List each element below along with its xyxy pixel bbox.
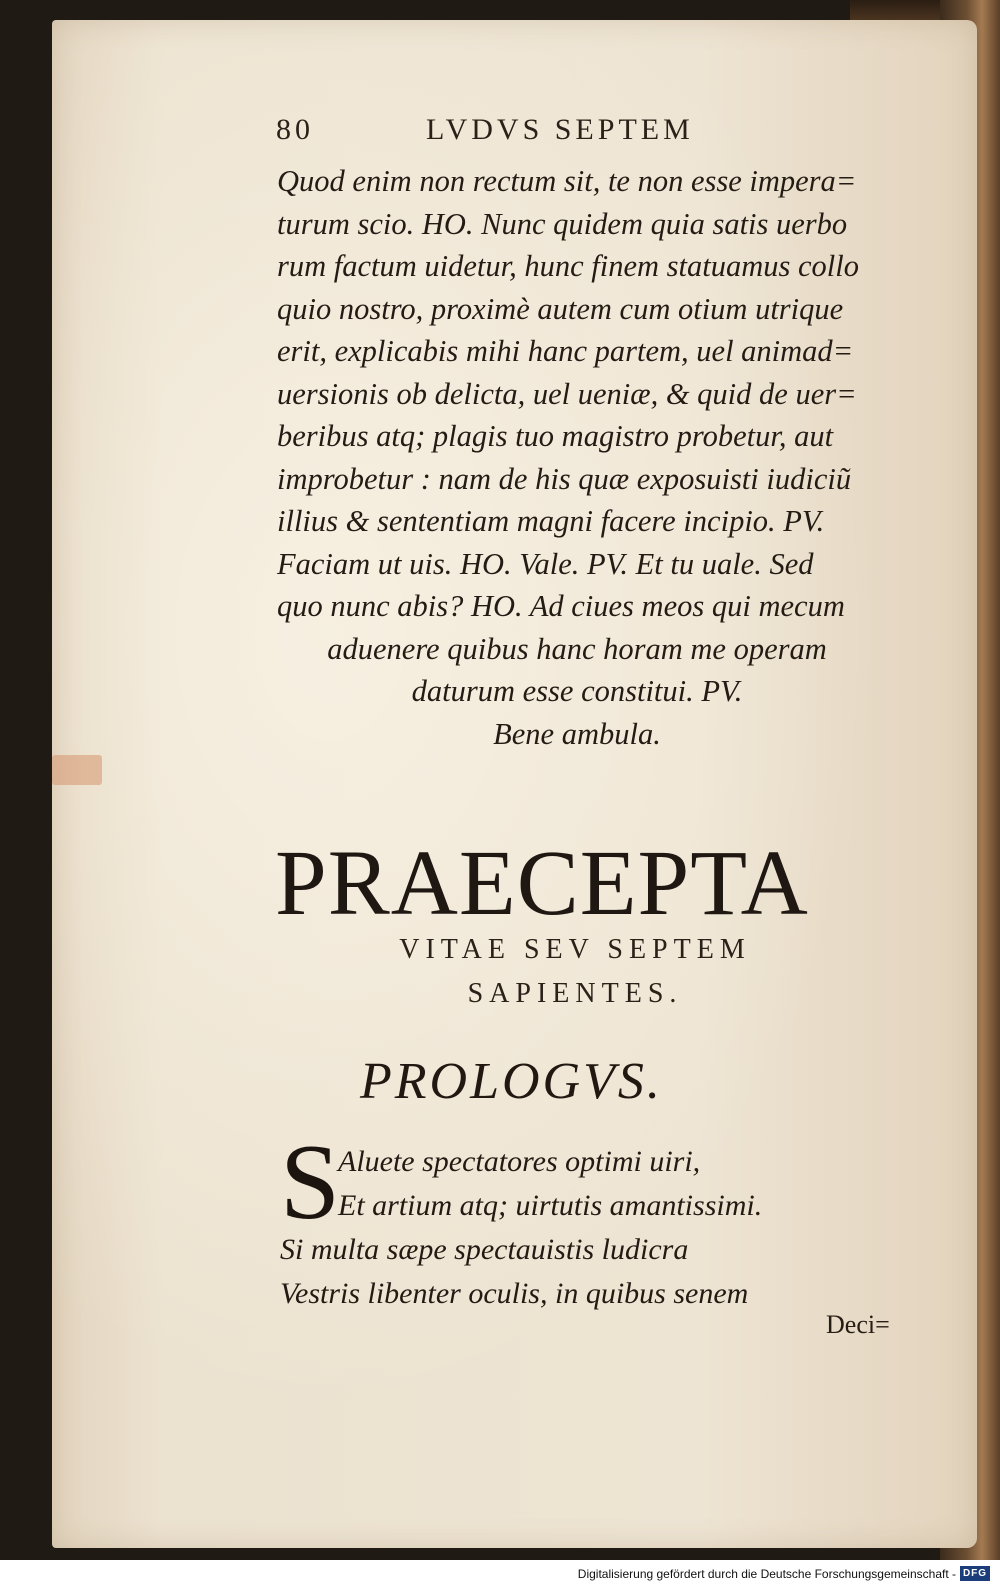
text-line: beribus atq; plagis tuo magistro probetur, aut — [277, 419, 834, 453]
dialogue-text — [277, 160, 917, 755]
text-line: turum scio. HO. Nunc quidem quia satis uerbo — [277, 206, 848, 241]
page-stain — [52, 755, 102, 785]
section-title: PRAECEPTA — [275, 832, 809, 935]
text-line-centered: daturum esse constitui. PV. — [411, 674, 743, 708]
dfg-logo: DFG — [960, 1566, 990, 1581]
verse-line: Aluete spectatores optimi uiri, — [338, 1145, 701, 1178]
verse-line: Vestris libenter oculis, in quibus senem — [280, 1277, 749, 1310]
text-line: Faciam ut uis. HO. Vale. PV. Et tu uale. Sed — [277, 546, 814, 581]
text-line: Quod enim non rectum sit, te non esse impera= — [277, 164, 857, 198]
verse-line: Si multa sæpe spectauistis ludicra — [280, 1233, 689, 1266]
subtitle-line: VITAE SEV SEPTEM — [399, 934, 751, 965]
text-line-centered: aduenere quibus hanc horam me operam — [327, 631, 827, 666]
digitization-footer — [0, 1560, 1000, 1588]
subtitle-line: SAPIENTES. — [467, 978, 683, 1009]
prologue-heading: PROLOGVS. — [360, 1053, 663, 1110]
text-line: improbetur : nam de his quæ exposuisti iudiciũ — [277, 461, 852, 496]
text-line: quio nostro, proximè autem cum otium utrique — [277, 291, 844, 326]
text-line: uersionis ob delicta, uel ueniæ, & quid de uer= — [277, 376, 857, 411]
verse-text — [280, 1140, 840, 1316]
text-line: erit, explicabis mihi hanc partem, uel animad= — [277, 334, 854, 368]
text-line-centered: Bene ambula. — [493, 716, 661, 751]
catchword: Deci= — [826, 1310, 890, 1339]
running-head — [276, 113, 766, 153]
text-line: rum factum uidetur, hunc finem statuamus collo — [277, 249, 860, 283]
footer-credit: Digitalisierung gefördert durch die Deutsche Forschungsgemeinschaft - — [577, 1567, 956, 1581]
verse-line: Et artium atq; uirtutis amantissimi. — [338, 1189, 763, 1222]
section-subtitle — [275, 928, 875, 1016]
text-line: illius & sententiam magni facere incipio. PV. — [277, 504, 825, 538]
page-number: 80 — [276, 113, 314, 146]
running-title: LVDVS SEPTEM — [426, 113, 694, 146]
text-line: quo nunc abis? HO. Ad ciues meos qui mecum — [277, 589, 845, 623]
drop-cap: S — [280, 1123, 341, 1242]
